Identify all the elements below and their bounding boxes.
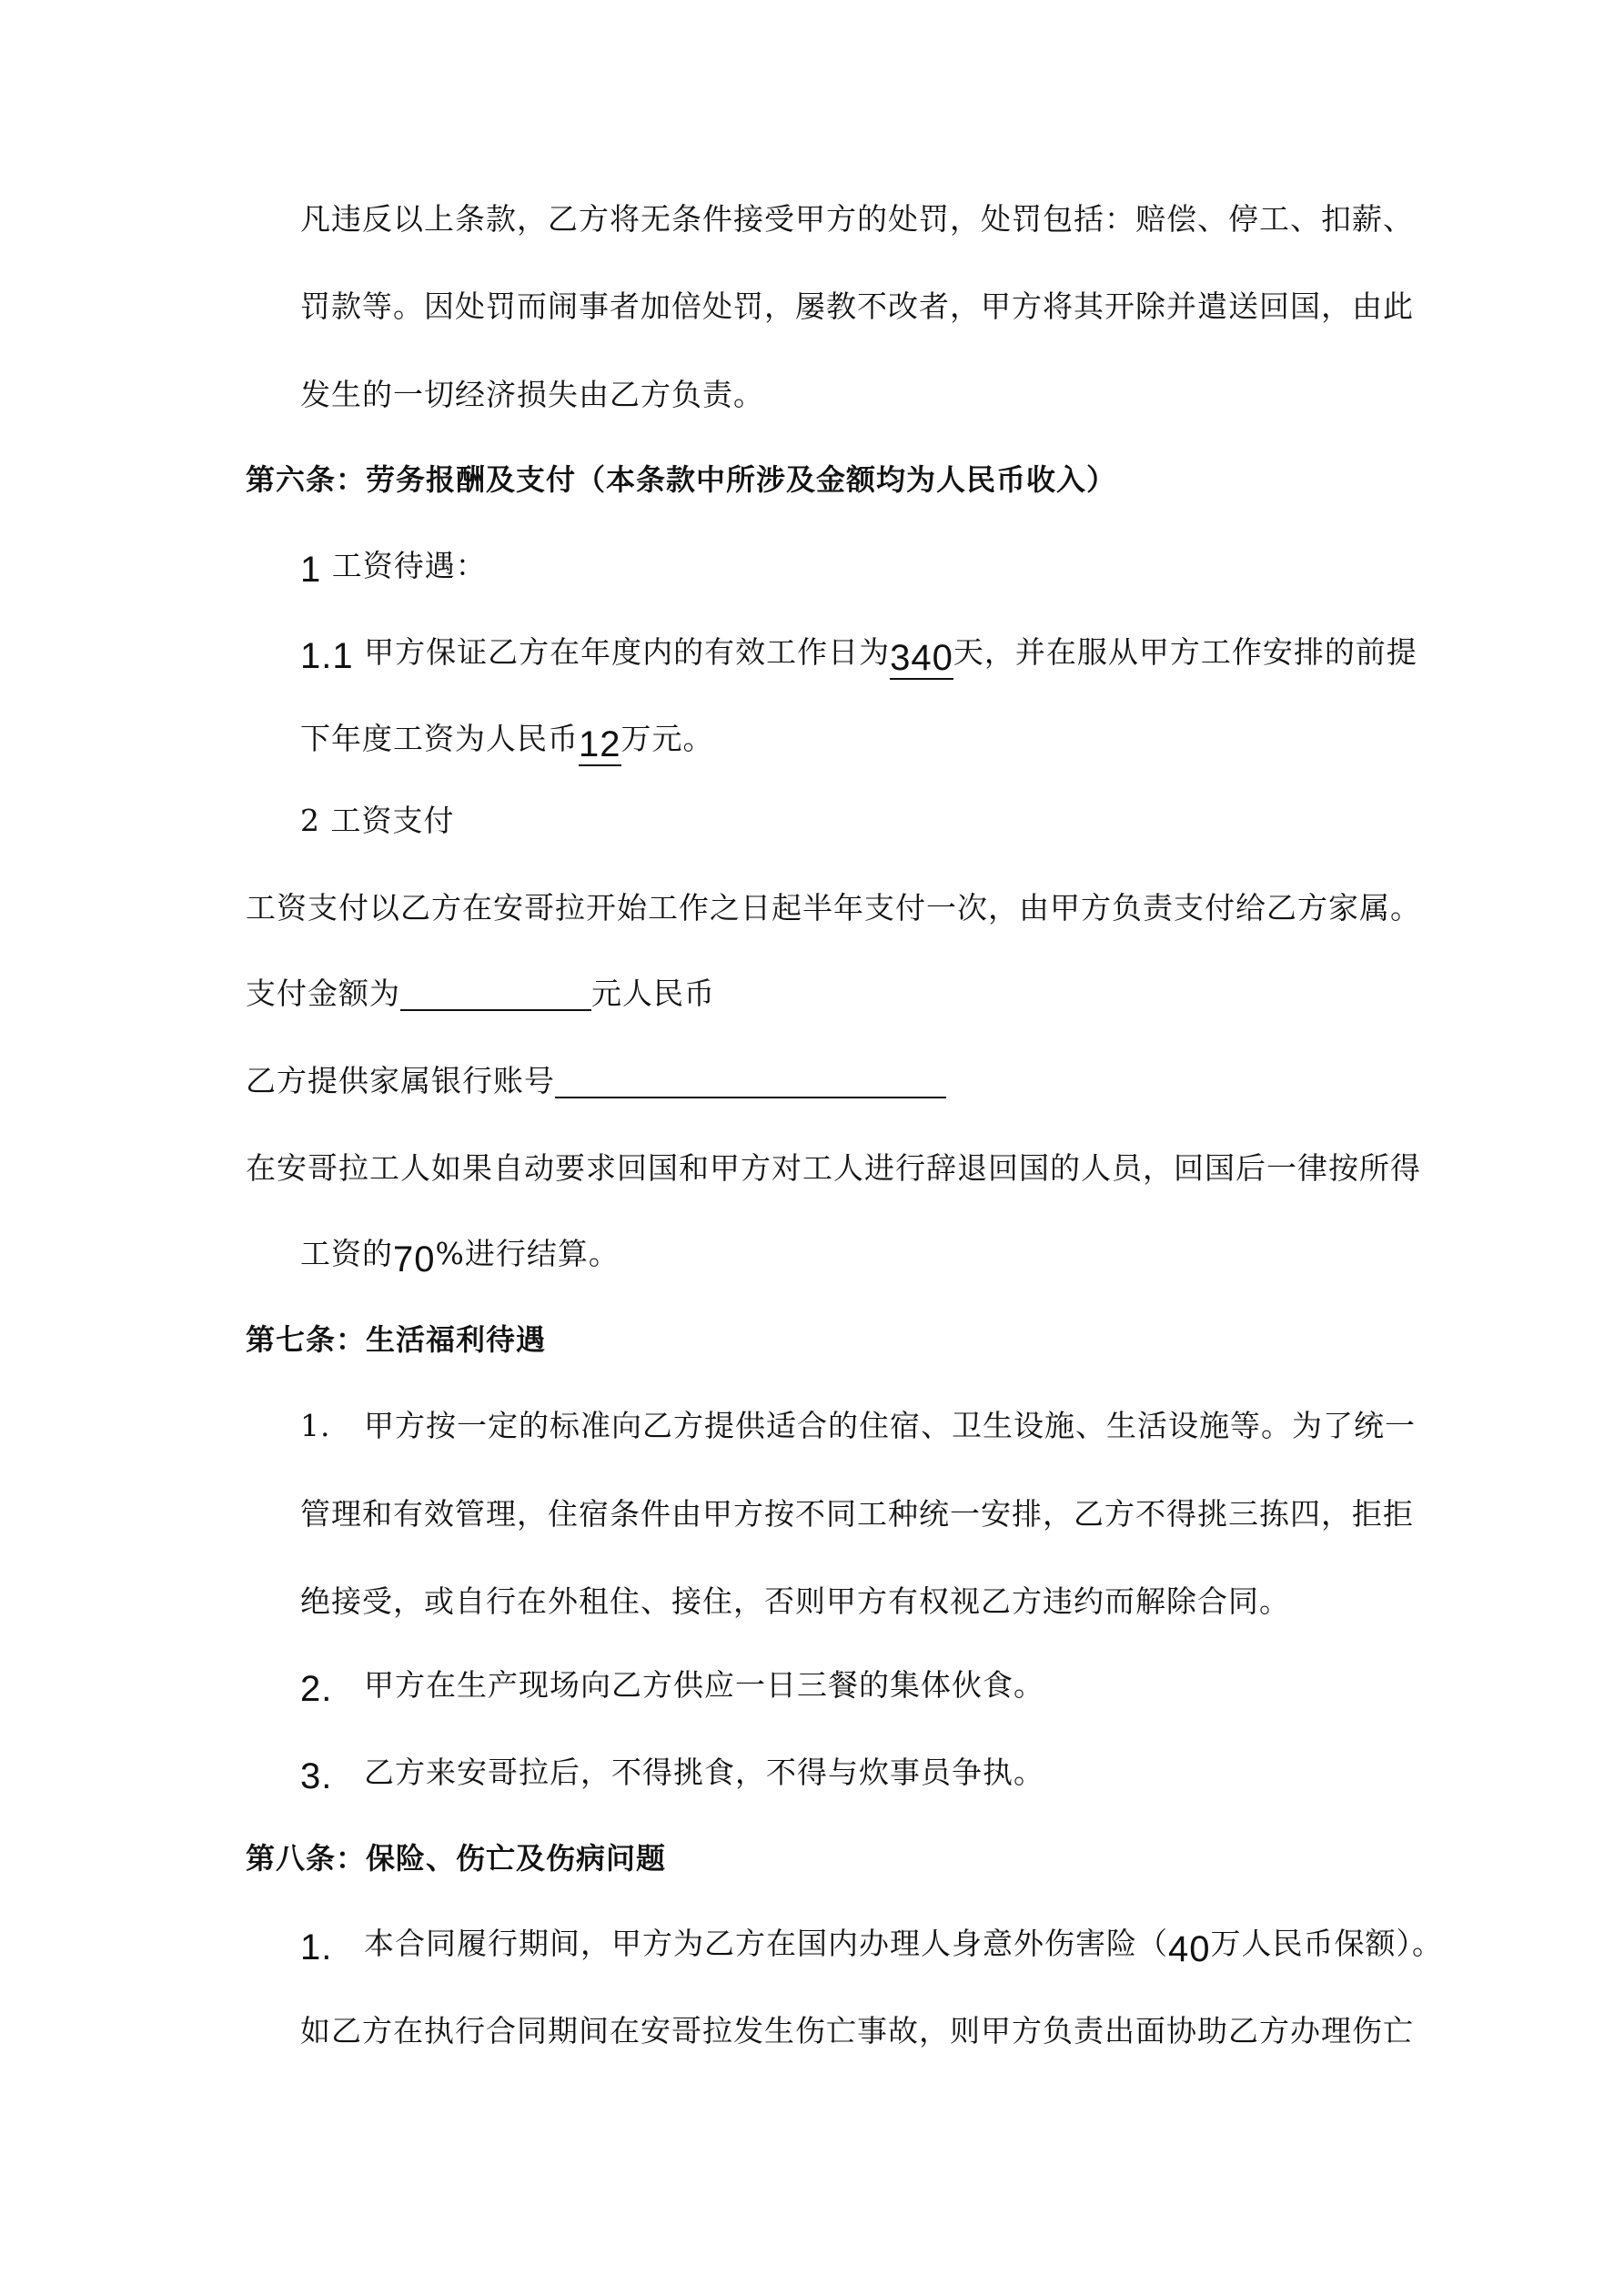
welfare-item-1-line-3: 绝接受，或自行在外租住、接住，否则甲方有权视乙方违约而解除合同。 xyxy=(300,1583,1290,1619)
bank-account-blank[interactable] xyxy=(555,1064,946,1098)
list-number: 1. xyxy=(300,1408,331,1443)
return-settlement-line-1: 在安哥拉工人如果自动要求回国和甲方对工人进行辞退回国的人员，回国后一律按所得 xyxy=(246,1150,1421,1186)
article-6-heading: 第六条：劳务报酬及支付（本条款中所涉及金额均为人民币收入） xyxy=(246,462,1117,497)
settlement-percent-value: 70 xyxy=(393,1239,436,1279)
article-8-heading: 第八条：保险、伤亡及伤病问题 xyxy=(246,1841,667,1876)
return-settlement-line-2: 工资的70%进行结算。 xyxy=(300,1236,620,1279)
payment-schedule-line: 工资支付以乙方在安哥拉开始工作之日起半年支付一次，由甲方负责支付给乙方家属。 xyxy=(246,890,1421,925)
clause-1-1-line-1: 1.1 甲方保证乙方在年度内的有效工作日为340天，并在服从甲方工作安排的前提 xyxy=(300,634,1417,678)
list-number: 3. xyxy=(300,1756,333,1796)
list-number: 2. xyxy=(300,1669,333,1709)
insurance-coverage-value: 40 xyxy=(1168,1929,1211,1969)
payment-amount-line: 支付金额为 元人民币 xyxy=(246,976,715,1011)
list-number: 1. xyxy=(300,1927,333,1967)
article-7-heading: 第七条：生活福利待遇 xyxy=(246,1322,547,1357)
insurance-item-1-line-1: 1. 本合同履行期间，甲方为乙方在国内办理人身意外伤害险（40万人民币保额）。 xyxy=(300,1926,1443,1969)
welfare-item-3: 3. 乙方来安哥拉后，不得挑食，不得与炊事员争执。 xyxy=(300,1755,1044,1796)
penalty-line-3: 发生的一切经济损失由乙方负责。 xyxy=(300,377,764,412)
clause-1-1-line-2: 下年度工资为人民币12万元。 xyxy=(300,721,714,764)
clause-1-wage-treatment xyxy=(300,546,487,590)
bank-account-line: 乙方提供家属银行账号 xyxy=(246,1061,946,1101)
clause-number: 1.1 xyxy=(300,636,354,676)
penalty-line-1: 凡违反以上条款，乙方将无条件接受甲方的处罚，处罚包括：赔偿、停工、扣薪、 xyxy=(300,201,1414,237)
working-days-value: 340 xyxy=(890,638,953,678)
welfare-item-1-line-1: 1. 甲方按一定的标准向乙方提供适合的住宿、卫生设施、生活设施等。为了统一 xyxy=(300,1406,1416,1446)
annual-salary-value: 12 xyxy=(579,724,621,764)
welfare-item-2: 2. 甲方在生产现场向乙方供应一日三餐的集体伙食。 xyxy=(300,1667,1044,1709)
clause-text: 工资待遇： xyxy=(331,548,487,583)
penalty-line-2: 罚款等。因处罚而闹事者加倍处罚，屡教不改者，甲方将其开除并遣送回国，由此 xyxy=(300,288,1414,324)
clause-2-wage-payment: 2 工资支付 xyxy=(300,803,455,838)
clause-number: 1 xyxy=(300,550,322,590)
payment-amount-blank[interactable] xyxy=(400,976,591,1011)
insurance-item-1-line-2: 如乙方在执行合同期间在安哥拉发生伤亡事故，则甲方负责出面协助乙方办理伤亡 xyxy=(300,2013,1414,2048)
welfare-item-1-line-2: 管理和有效管理，住宿条件由甲方按不同工种统一安排，乙方不得挑三拣四，拒拒 xyxy=(300,1496,1414,1532)
